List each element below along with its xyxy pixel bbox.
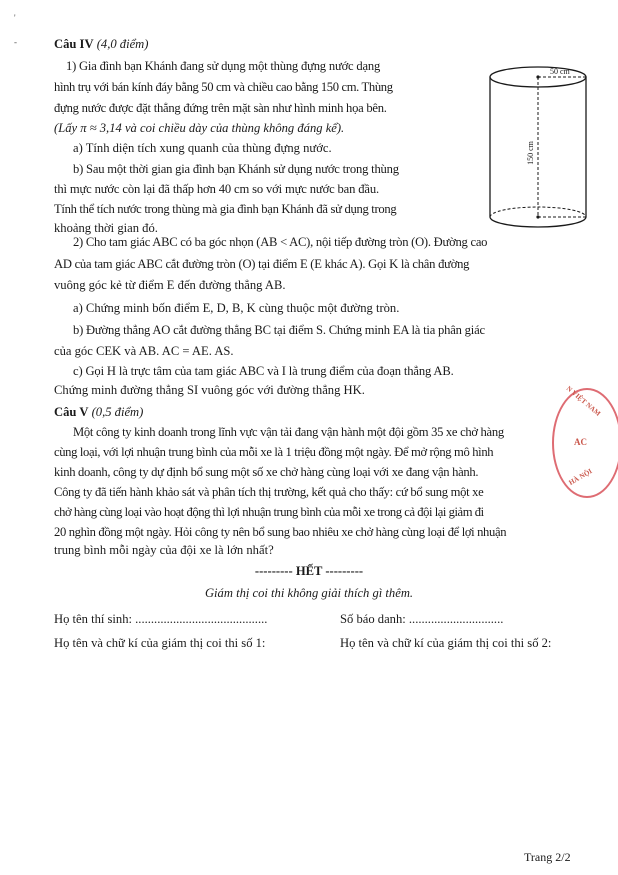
- end-marker: --------- HẾT ---------: [254, 564, 364, 578]
- cylinder-figure: [487, 63, 589, 243]
- cau4-p1-line4: (Lấy π ≈ 3,14 và coi chiều dày của thùng không đáng kể).: [54, 121, 345, 135]
- cau4-p1-b4: khoảng thời gian đó.: [54, 221, 158, 235]
- cau4-p1-b3: Tính thể tích nước trong thùng mà gia đình bạn Khánh đã sử dụng trong: [54, 202, 397, 216]
- cau5-line: kinh doanh, công ty dự định bổ sung một số xe chở hàng cùng loại với xe đang vận hành.: [54, 465, 479, 479]
- cylinder-top-center: [536, 75, 539, 78]
- cau4-p2-b1: b) Đường thẳng AO cắt đường thẳng BC tại điểm S. Chứng minh EA là tia phân giác: [73, 323, 485, 337]
- stamp-text-mid: AC: [574, 437, 587, 447]
- cau4-p2-c2: Chứng minh đường thẳng SI vuông góc với đường thẳng HK.: [54, 383, 365, 397]
- cau4-p1-line3: đựng nước được đặt thẳng đứng trên mặt sàn như hình minh họa bên.: [54, 101, 387, 115]
- cau4-p1-b1: b) Sau một thời gian gia đình bạn Khánh sử dụng nước trong thùng: [73, 162, 399, 176]
- page-number: Trang 2/2: [524, 850, 571, 864]
- cau4-p1-a: a) Tính diện tích xung quanh của thùng đựng nước.: [73, 141, 332, 155]
- cau4-p2-b2: của góc CEK và AB. AC = AE. AS.: [54, 344, 234, 358]
- corner-mark-1: ': [14, 13, 16, 23]
- invigilator-note: Giám thị coi thi không giải thích gì thêm.: [204, 586, 414, 600]
- cau4-p2-a: a) Chứng minh bốn điểm E, D, B, K cùng thuộc một đường tròn.: [73, 301, 400, 315]
- radius-label: 50 cm: [550, 67, 570, 76]
- cau4-p2-c1: c) Gọi H là trực tâm của tam giác ABC và I là trung điểm của đoạn thẳng AB.: [73, 364, 454, 378]
- cau4-points: (4,0 điểm): [96, 37, 149, 51]
- cau4-p2-line2: AD của tam giác ABC cắt đường tròn (O) tại điểm E (E khác A). Gọi K là chân đường: [54, 257, 470, 271]
- cau5-heading: [54, 406, 143, 419]
- cau4-p1-line1: 1) Gia đình bạn Khánh đang sử dụng một thùng đựng nước dạng: [66, 59, 381, 73]
- corner-mark-2: -: [14, 37, 17, 47]
- cylinder-bottom-center: [536, 215, 539, 218]
- cau4-title: Câu IV: [54, 37, 94, 51]
- height-label: 150 cm: [526, 141, 535, 165]
- cau5-line: Công ty đã tiến hành khảo sát và phân tích thị trường, kết quả cho thấy: cứ bổ sung một xe: [54, 485, 484, 499]
- cau5-line: Một công ty kinh doanh trong lĩnh vực vận tải đang vận hành một đội gồm 35 xe chở hàng: [73, 425, 504, 439]
- cau5-line: 20 nghìn đồng một ngày. Hỏi công ty nên bổ sung bao nhiêu xe chở hàng cùng loại để lợi nhuận: [54, 525, 507, 539]
- cau5-line: chở hàng cùng loại vào hoạt động thì lợi nhuận trung bình của mỗi xe trong cả đội lại giảm đi: [54, 505, 484, 519]
- cau5-line: cùng loại, với lợi nhuận trung bình của mỗi xe là 1 triệu đồng một ngày. Để mở rộng mô hình: [54, 445, 494, 459]
- invigilator-2-label: Họ tên và chữ kí của giám thị coi thi số 2:: [340, 636, 552, 650]
- cau5-line: trung bình mỗi ngày của đội xe là lớn nhất?: [54, 543, 274, 557]
- stamp-text-top: N VIỆT NAM: [564, 384, 603, 418]
- cau4-heading: [54, 38, 148, 51]
- stamp-text-bottom: HÀ NỘI: [567, 467, 594, 487]
- cau4-p1-b2: thì mực nước còn lại đã thấp hơn 40 cm so với mực nước ban đầu.: [54, 182, 379, 196]
- cau4-p1-line2: hình trụ với bán kính đáy bằng 50 cm và chiều cao bằng 150 cm. Thùng: [54, 80, 393, 94]
- cau5-points: (0,5 điểm): [91, 405, 144, 419]
- school-stamp: [552, 384, 618, 498]
- invigilator-1-label: Họ tên và chữ kí của giám thị coi thi số 1:: [54, 636, 266, 650]
- cau4-p2-line1: 2) Cho tam giác ABC có ba góc nhọn (AB < AC), nội tiếp đường tròn (O). Đường cao: [73, 235, 488, 249]
- candidate-number-field: Số báo danh: ..............................: [340, 612, 504, 626]
- cau4-p2-line3: vuông góc kẻ từ điểm E đến đường thẳng AB.: [54, 278, 286, 292]
- candidate-name-field: Họ tên thí sinh: ..........................................: [54, 612, 268, 626]
- cau5-title: Câu V: [54, 405, 89, 419]
